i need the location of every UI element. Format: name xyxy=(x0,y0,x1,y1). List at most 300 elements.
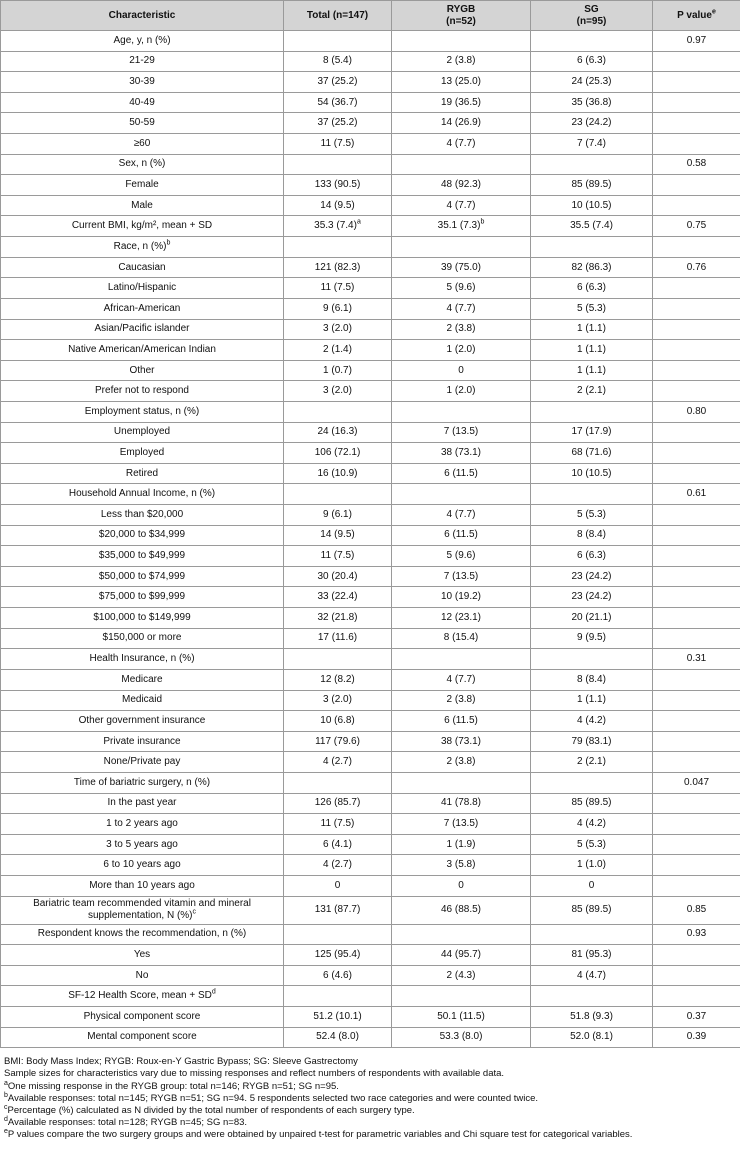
footnote-text: Percentage (%) calculated as N divided by the total number of respondents of each surgery type. xyxy=(7,1105,415,1117)
cell-total xyxy=(284,834,392,855)
cell-sg xyxy=(531,690,653,711)
cell-text: 1 to 2 years ago xyxy=(106,817,178,829)
cell-p-value xyxy=(653,237,740,258)
table-row xyxy=(1,731,740,752)
footnote-marker: b xyxy=(4,1091,8,1099)
cell-text: 39 (75.0) xyxy=(440,261,482,273)
cell-rygb xyxy=(392,965,531,986)
cell-text: 79 (83.1) xyxy=(571,735,612,747)
cell-sg xyxy=(531,298,653,319)
cell-text: Native American/American Indian xyxy=(68,343,216,355)
table-row xyxy=(1,216,740,237)
table-row xyxy=(1,484,740,505)
cell-text: 131 (87.7) xyxy=(314,904,361,916)
cell-text: 6 (4.1) xyxy=(323,838,352,850)
cell-text: 106 (72.1) xyxy=(314,446,361,458)
cell-characteristic xyxy=(1,945,284,966)
cell-text: 11 (7.5) xyxy=(320,137,355,149)
cell-text: 6 (6.3) xyxy=(577,55,606,67)
cell-text: 85 (89.5) xyxy=(571,179,612,191)
cell-characteristic xyxy=(1,649,284,670)
cell-p-value xyxy=(653,381,740,402)
header-p-value xyxy=(653,1,740,31)
cell-text: 16 (10.9) xyxy=(317,467,358,479)
table-row xyxy=(1,401,740,422)
cell-sg xyxy=(531,669,653,690)
cell-characteristic xyxy=(1,505,284,526)
cell-text: 0.31 xyxy=(686,653,707,665)
cell-rygb xyxy=(392,875,531,896)
table-row xyxy=(1,793,740,814)
cell-rygb xyxy=(392,505,531,526)
cell-text: 52.4 (8.0) xyxy=(316,1031,359,1043)
cell-total xyxy=(284,628,392,649)
table-row xyxy=(1,566,740,587)
cell-text: 12 (23.1) xyxy=(440,611,482,623)
cell-characteristic xyxy=(1,51,284,72)
cell-sg xyxy=(531,134,653,155)
cell-text: Current BMI, kg/m², mean + SD xyxy=(71,220,213,232)
cell-text: 8 (8.4) xyxy=(577,673,606,685)
cell-p-value xyxy=(653,360,740,381)
cell-p-value xyxy=(653,965,740,986)
cell-text: Male xyxy=(131,199,153,211)
cell-text: 17 (11.6) xyxy=(317,632,358,644)
cell-characteristic xyxy=(1,195,284,216)
cell-sg xyxy=(531,195,653,216)
cell-characteristic xyxy=(1,401,284,422)
cell-text: 133 (90.5) xyxy=(314,179,361,191)
cell-text: 0 xyxy=(458,364,464,376)
cell-text: 0.85 xyxy=(686,904,707,916)
cell-rygb xyxy=(392,731,531,752)
cell-characteristic xyxy=(1,1027,284,1048)
cell-rygb xyxy=(392,340,531,361)
cell-text: 3 (2.0) xyxy=(323,385,352,397)
cell-rygb xyxy=(392,381,531,402)
cell-p-value xyxy=(653,772,740,793)
cell-p-value xyxy=(653,731,740,752)
cell-text: 4 (7.7) xyxy=(446,673,476,685)
cell-text: 35 (36.8) xyxy=(571,96,612,108)
cell-characteristic xyxy=(1,896,284,924)
table-row xyxy=(1,505,740,526)
header-rygb-label: RYGB xyxy=(446,3,476,15)
table-row xyxy=(1,134,740,155)
cell-text: 7 (13.5) xyxy=(443,817,479,829)
cell-text: 85 (89.5) xyxy=(571,797,612,809)
cell-text: 2 (3.8) xyxy=(446,756,476,768)
footnote-marker: b xyxy=(480,218,485,226)
cell-rygb xyxy=(392,319,531,340)
footnote xyxy=(4,1117,740,1129)
cell-rygb xyxy=(392,51,531,72)
cell-characteristic xyxy=(1,278,284,299)
cell-sg xyxy=(531,965,653,986)
table-row xyxy=(1,924,740,945)
cell-p-value xyxy=(653,1027,740,1048)
table-row xyxy=(1,154,740,175)
cell-text: 0.80 xyxy=(686,405,707,417)
cell-p-value xyxy=(653,608,740,629)
cell-text: 2 (3.8) xyxy=(446,55,476,67)
cell-sg xyxy=(531,814,653,835)
footnote xyxy=(4,1056,740,1068)
cell-total xyxy=(284,793,392,814)
cell-rygb xyxy=(392,237,531,258)
cell-characteristic xyxy=(1,608,284,629)
cell-characteristic xyxy=(1,360,284,381)
cell-sg xyxy=(531,793,653,814)
cell-rygb xyxy=(392,649,531,670)
cell-text: 50.1 (11.5) xyxy=(437,1010,485,1022)
header-sg xyxy=(531,1,653,31)
cell-text: 68 (71.6) xyxy=(571,446,612,458)
cell-text: 3 (2.0) xyxy=(323,694,352,706)
cell-characteristic xyxy=(1,1007,284,1028)
cell-sg xyxy=(531,360,653,381)
cell-p-value xyxy=(653,134,740,155)
cell-sg xyxy=(531,608,653,629)
cell-total xyxy=(284,772,392,793)
cell-p-value xyxy=(653,278,740,299)
cell-p-value xyxy=(653,505,740,526)
cell-rygb xyxy=(392,793,531,814)
cell-text: 44 (95.7) xyxy=(440,949,482,960)
table-row xyxy=(1,986,740,1007)
header-p-value-label: P value xyxy=(677,9,712,21)
cell-rygb xyxy=(392,986,531,1007)
table-row xyxy=(1,51,740,72)
cell-text: ≥60 xyxy=(133,137,151,149)
cell-total xyxy=(284,896,392,924)
cell-text: $100,000 to $149,999 xyxy=(93,611,191,623)
footnote xyxy=(4,1081,740,1093)
table-row xyxy=(1,945,740,966)
cell-sg xyxy=(531,875,653,896)
cell-text: 9 (9.5) xyxy=(577,632,606,644)
cell-text: In the past year xyxy=(107,797,177,809)
cell-text: 19 (36.5) xyxy=(440,96,482,108)
cell-text: 50-59 xyxy=(129,117,155,129)
table-body xyxy=(1,31,740,1048)
cell-text: Less than $20,000 xyxy=(100,508,184,520)
cell-text: 9 (6.1) xyxy=(323,508,352,520)
cell-text: 24 (25.3) xyxy=(571,76,612,88)
cell-text: $35,000 to $49,999 xyxy=(98,550,186,562)
cell-text: Prefer not to respond xyxy=(95,385,189,397)
table-row xyxy=(1,649,740,670)
table-row xyxy=(1,175,740,196)
cell-text: 7 (13.5) xyxy=(443,426,479,438)
cell-text: 7 (13.5) xyxy=(443,570,479,582)
cell-rygb xyxy=(392,195,531,216)
table-row xyxy=(1,772,740,793)
cell-text: 51.8 (9.3) xyxy=(570,1010,613,1022)
table-row xyxy=(1,711,740,732)
cell-sg xyxy=(531,113,653,134)
cell-p-value xyxy=(653,875,740,896)
cell-rygb xyxy=(392,896,531,924)
cell-text: SF-12 Health Score, mean + SD xyxy=(68,990,212,1002)
cell-total xyxy=(284,855,392,876)
cell-text: Physical component score xyxy=(83,1010,201,1022)
cell-total xyxy=(284,319,392,340)
cell-p-value xyxy=(653,690,740,711)
cell-rygb xyxy=(392,92,531,113)
cell-rygb xyxy=(392,669,531,690)
cell-text: 48 (92.3) xyxy=(440,179,482,191)
cell-p-value xyxy=(653,298,740,319)
cell-characteristic xyxy=(1,793,284,814)
cell-characteristic xyxy=(1,216,284,237)
table-row xyxy=(1,237,740,258)
cell-p-value xyxy=(653,752,740,773)
table-row xyxy=(1,72,740,93)
cell-text: 23 (24.2) xyxy=(571,591,612,603)
cell-text: 24 (16.3) xyxy=(317,426,358,438)
cell-p-value xyxy=(653,793,740,814)
table-row xyxy=(1,298,740,319)
cell-total xyxy=(284,711,392,732)
cell-total xyxy=(284,649,392,670)
cell-text: 40-49 xyxy=(129,96,155,108)
cell-characteristic xyxy=(1,72,284,93)
cell-p-value xyxy=(653,669,740,690)
cell-text: 1 (1.0) xyxy=(577,859,606,871)
cell-text: 21-29 xyxy=(129,55,155,67)
cell-characteristic xyxy=(1,690,284,711)
table-row xyxy=(1,340,740,361)
footnote-text: One missing response in the RYGB group: total n=146; RYGB n=51; SG n=95. xyxy=(7,1080,339,1092)
cell-text: 4 (4.2) xyxy=(577,817,606,829)
cell-total xyxy=(284,1027,392,1048)
footnote-marker: e xyxy=(4,1128,8,1136)
cell-text: Bariatric team recommended vitamin and mineral supplementation, N (%) xyxy=(33,898,251,922)
cell-p-value xyxy=(653,257,740,278)
cell-total xyxy=(284,546,392,567)
cell-sg xyxy=(531,463,653,484)
cell-text: 0.39 xyxy=(686,1031,707,1043)
footnote-marker: a xyxy=(4,1079,8,1087)
cell-text: 8 (8.4) xyxy=(577,529,606,541)
cell-text: 30 (20.4) xyxy=(317,570,358,582)
header-rygb-n: (n=52) xyxy=(446,15,476,27)
cell-text: 9 (6.1) xyxy=(323,302,352,314)
cell-p-value xyxy=(653,986,740,1007)
cell-sg xyxy=(531,72,653,93)
cell-total xyxy=(284,690,392,711)
cell-total xyxy=(284,92,392,113)
table-row xyxy=(1,587,740,608)
cell-text: 0.047 xyxy=(683,776,710,788)
cell-characteristic xyxy=(1,711,284,732)
cell-text: 4 (4.7) xyxy=(577,969,606,981)
cell-p-value xyxy=(653,566,740,587)
cell-sg xyxy=(531,1007,653,1028)
cell-text: 82 (86.3) xyxy=(571,261,612,273)
cell-text: 12 (8.2) xyxy=(320,673,355,685)
cell-text: 2 (1.4) xyxy=(323,343,352,355)
table-row xyxy=(1,834,740,855)
cell-total xyxy=(284,298,392,319)
cell-text: 5 (5.3) xyxy=(577,508,606,520)
cell-sg xyxy=(531,924,653,945)
cell-total xyxy=(284,731,392,752)
cell-p-value xyxy=(653,649,740,670)
cell-p-value xyxy=(653,443,740,464)
cell-sg xyxy=(531,216,653,237)
cell-text: Household Annual Income, n (%) xyxy=(68,488,216,500)
cell-sg xyxy=(531,772,653,793)
cell-p-value xyxy=(653,834,740,855)
table-row xyxy=(1,608,740,629)
table-row xyxy=(1,257,740,278)
cell-sg xyxy=(531,175,653,196)
footnote-text: BMI: Body Mass Index; RYGB: Roux-en-Y Gastric Bypass; SG: Sleeve Gastrectomy xyxy=(4,1056,358,1068)
cell-sg xyxy=(531,711,653,732)
cell-p-value xyxy=(653,711,740,732)
cell-p-value xyxy=(653,484,740,505)
cell-text: Yes xyxy=(133,949,151,960)
cell-text: 0.97 xyxy=(686,34,707,46)
cell-sg xyxy=(531,566,653,587)
cell-text: $20,000 to $34,999 xyxy=(98,529,186,541)
cell-p-value xyxy=(653,896,740,924)
cell-text: 2 (2.1) xyxy=(577,756,606,768)
cell-sg xyxy=(531,896,653,924)
footnote-marker: c xyxy=(4,1103,8,1111)
cell-text: $50,000 to $74,999 xyxy=(98,570,186,582)
cell-text: 0.58 xyxy=(686,158,707,170)
cell-characteristic xyxy=(1,422,284,443)
header-p-value-sup: e xyxy=(711,8,716,16)
cell-sg xyxy=(531,525,653,546)
cell-characteristic xyxy=(1,175,284,196)
cell-text: 1 (2.0) xyxy=(446,385,476,397)
cell-rygb xyxy=(392,443,531,464)
cell-text: Time of bariatric surgery, n (%) xyxy=(73,776,211,788)
cell-text: 23 (24.2) xyxy=(571,570,612,582)
cell-text: Race, n (%) xyxy=(113,240,167,252)
table-row xyxy=(1,965,740,986)
cell-text: 6 (11.5) xyxy=(444,467,478,479)
cell-rygb xyxy=(392,546,531,567)
cell-text: 10 (10.5) xyxy=(571,467,612,479)
cell-text: 30-39 xyxy=(129,76,155,88)
cell-sg xyxy=(531,587,653,608)
cell-total xyxy=(284,945,392,966)
cell-characteristic xyxy=(1,814,284,835)
cell-characteristic xyxy=(1,134,284,155)
table-row xyxy=(1,875,740,896)
cell-rygb xyxy=(392,711,531,732)
cell-total xyxy=(284,175,392,196)
table-row xyxy=(1,628,740,649)
cell-rygb xyxy=(392,360,531,381)
cell-text: 4 (2.7) xyxy=(323,859,352,871)
cell-text: 1 (2.0) xyxy=(446,343,476,355)
cell-p-value xyxy=(653,216,740,237)
cell-text: 125 (95.4) xyxy=(314,949,361,960)
table-row xyxy=(1,422,740,443)
cell-text: 38 (73.1) xyxy=(440,446,482,458)
cell-rygb xyxy=(392,154,531,175)
cell-total xyxy=(284,505,392,526)
cell-total xyxy=(284,216,392,237)
cell-text: 85 (89.5) xyxy=(571,904,612,916)
cell-sg xyxy=(531,381,653,402)
cell-text: Employment status, n (%) xyxy=(84,405,200,417)
cell-text: Retired xyxy=(125,467,159,479)
cell-p-value xyxy=(653,401,740,422)
cell-text: 0 xyxy=(334,879,341,891)
cell-text: 3 to 5 years ago xyxy=(106,838,178,850)
cell-rygb xyxy=(392,278,531,299)
cell-text: 13 (25.0) xyxy=(440,76,482,88)
cell-text: 0.76 xyxy=(686,261,707,273)
cell-rygb xyxy=(392,134,531,155)
cell-p-value xyxy=(653,814,740,835)
cell-rygb xyxy=(392,855,531,876)
cell-text: 11 (7.5) xyxy=(320,817,355,829)
cell-text: 17 (17.9) xyxy=(571,426,612,438)
cell-text: 1 (1.1) xyxy=(577,323,606,335)
cell-characteristic xyxy=(1,834,284,855)
cell-text: 8 (15.4) xyxy=(443,632,479,644)
cell-p-value xyxy=(653,319,740,340)
cell-total xyxy=(284,669,392,690)
cell-p-value xyxy=(653,51,740,72)
cell-characteristic xyxy=(1,443,284,464)
table-row xyxy=(1,1027,740,1048)
cell-characteristic xyxy=(1,965,284,986)
cell-sg xyxy=(531,546,653,567)
cell-text: Medicare xyxy=(121,673,163,685)
cell-characteristic xyxy=(1,298,284,319)
footnote-marker: a xyxy=(356,218,361,226)
footnote xyxy=(4,1105,740,1117)
header-characteristic: Characteristic xyxy=(1,1,284,31)
cell-text: 11 (7.5) xyxy=(320,282,355,294)
cell-text: 1 (1.1) xyxy=(577,694,606,706)
cell-text: 4 (7.7) xyxy=(446,508,476,520)
cell-text: 1 (1.1) xyxy=(577,364,606,376)
cell-text: 41 (78.8) xyxy=(440,797,482,809)
table-row xyxy=(1,1007,740,1028)
cell-text: 6 (11.5) xyxy=(444,714,478,726)
cell-text: 4 (7.7) xyxy=(446,302,476,314)
cell-text: 37 (25.2) xyxy=(317,76,358,88)
cell-sg xyxy=(531,505,653,526)
cell-rygb xyxy=(392,113,531,134)
cell-text: 3 (5.8) xyxy=(446,859,476,871)
cell-text: 5 (5.3) xyxy=(577,302,606,314)
cell-text: Female xyxy=(125,179,159,191)
cell-p-value xyxy=(653,113,740,134)
cell-sg xyxy=(531,731,653,752)
cell-characteristic xyxy=(1,752,284,773)
cell-total xyxy=(284,752,392,773)
cell-characteristic xyxy=(1,566,284,587)
cell-text: Mental component score xyxy=(87,1031,197,1043)
cell-p-value xyxy=(653,924,740,945)
footnote xyxy=(4,1129,740,1141)
cell-text: 32 (21.8) xyxy=(317,611,358,623)
cell-rygb xyxy=(392,945,531,966)
cell-sg xyxy=(531,257,653,278)
header-total: Total (n=147) xyxy=(284,1,392,31)
